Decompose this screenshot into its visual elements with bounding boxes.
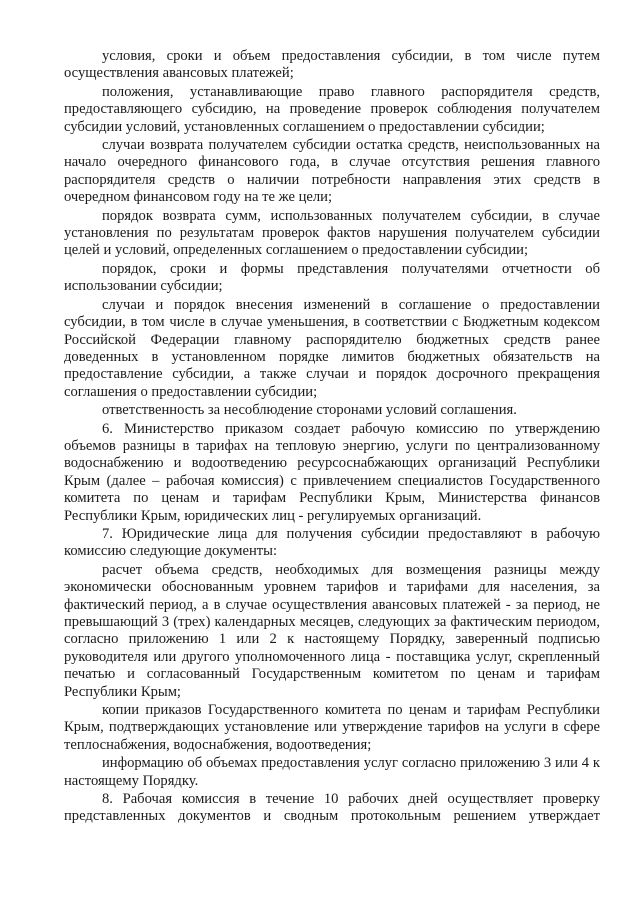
paragraph-reporting: порядок, сроки и формы представления получателями отчетности об использовании субсидии;: [64, 260, 600, 295]
paragraph-refund-procedure: порядок возврата сумм, использованных получателем субсидии, в случае установления по результатам проверок фактов нарушения получателем субсидии целей и условий, определенных соглашением о предоставлении субсидии;: [64, 207, 600, 259]
paragraph-order-copies: копии приказов Государственного комитета по ценам и тарифам Республики Крым, подтверждающих установление или утверждение тарифов на услуги в сфере теплоснабжения, водоснабжения, водоотведения;: [64, 702, 600, 753]
document-page: [64, 48, 600, 827]
paragraph-liability: ответственность за несоблюдение сторонами условий соглашения.: [102, 402, 517, 419]
paragraph-calculation: расчет объема средств, необходимых для возмещения разницы между экономически обоснованным уровнем тарифов и тарифами для населения, за фактический период, а в случае осуществления авансовых платежей - за период, не превышающий 3 (трех) календарных месяцев, следующих за фактическим периодом, согласно приложению 1 или 2 к настоящему Порядку, заверенный подписью руководителя или другого уполномоченного лица - поставщика услуг, скрепленный печатью и согласованный Государственным комитетом по ценам и тарифам Республики Крым;: [64, 561, 600, 700]
paragraph-volume-info: информацию об объемах предоставления услуг согласно приложению 3 или 4 к настоящему Порядку.: [64, 755, 600, 789]
paragraph-item-6: 6. Министерство приказом создает рабочую комиссию по утверждению объемов разницы в тарифах на тепловую энергию, услуги по централизованному водоснабжению и водоотведению ресурсоснабжающих организаций Республики Крым (далее – рабочая комиссия) с привлечением специалистов Государственного комитета по ценам и тарифам Республики Крым, Министерства финансов Республики Крым, юридических лиц - регулируемых организаций.: [64, 420, 600, 524]
paragraph-item-7: 7. Юридические лица для получения субсидии предоставляют в рабочую комиссию следующие документы:: [64, 525, 600, 560]
paragraph-inspection-rights: положения, устанавливающие право главного распорядителя средств, предоставляющего субсидию, на проведение проверок соблюдения получателем субсидии условий, установленных соглашением о предоставлении субсидии;: [64, 83, 600, 135]
paragraph-amendments: случаи и порядок внесения изменений в соглашение о предоставлении субсидии, в том числе в случае уменьшения, в соответствии с Бюджетным кодексом Российской Федерации главному распорядителю бюджетных средств ранее доведенных в установленном порядке лимитов бюджетных обязательств на предоставление субсидии, а также случаи и порядок досрочного прекращения соглашения о предоставлении субсидии;: [64, 296, 600, 400]
paragraph-subsidy-terms: условия, сроки и объем предоставления субсидии, в том числе путем осуществления авансовых платежей;: [64, 48, 600, 82]
paragraph-balance-return: случаи возврата получателем субсидии остатка средств, неиспользованных на начало очередного финансового года, в случае отсутствия решения главного распорядителя средств о наличии потребности направления этих средств в очередном финансовом году на те же цели;: [64, 137, 600, 206]
paragraph-item-8: 8. Рабочая комиссия в течение 10 рабочих дней осуществляет проверку представленных документов и сводным протокольным решением утверждает: [64, 791, 600, 825]
